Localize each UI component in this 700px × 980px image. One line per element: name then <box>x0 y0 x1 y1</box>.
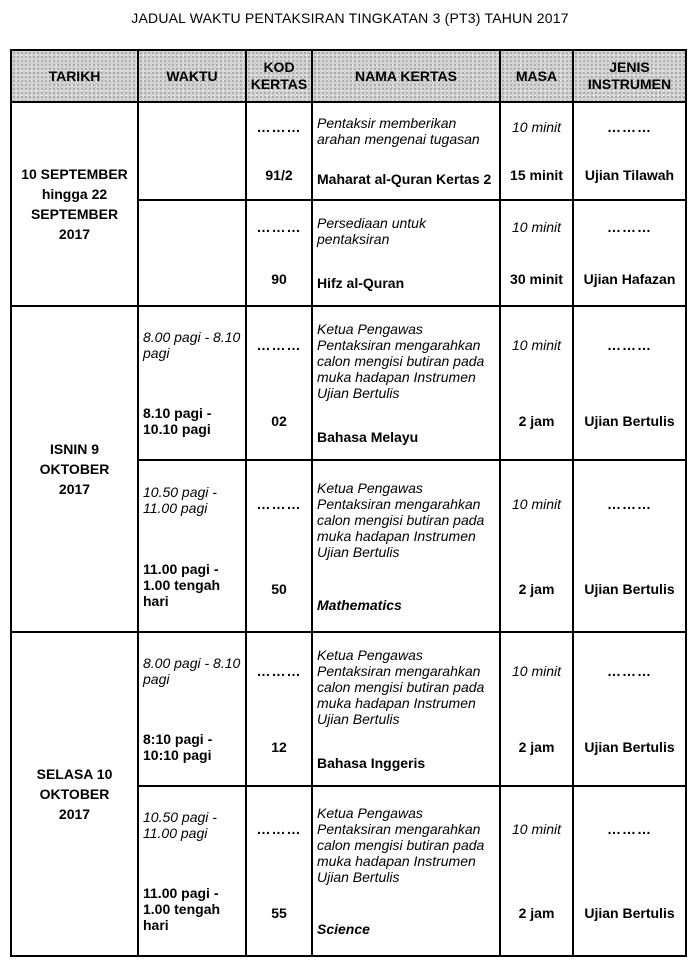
jenis-briefing: ……… <box>607 663 652 679</box>
waktu-cell <box>138 460 246 632</box>
table-row <box>11 102 686 200</box>
masa-paper: 2 jam <box>518 580 555 597</box>
kod-cell <box>246 786 312 956</box>
jenis-briefing: ……… <box>607 495 652 512</box>
waktu-cell <box>138 632 246 786</box>
kod-briefing: ……… <box>256 495 302 512</box>
header-tarikh: TARIKH <box>11 50 138 102</box>
masa-paper: 15 minit <box>510 167 563 183</box>
jenis-cell <box>573 632 686 786</box>
nama-briefing: Ketua Pengawas Pentaksiran mengarahkan calon mengisi butiran pada muka hadapan Instrumen Ujian Bertulis <box>317 321 485 401</box>
date-cell: ISNIN 9 OKTOBER 2017 <box>11 306 138 632</box>
masa-briefing: 10 minit <box>511 337 562 353</box>
nama-briefing: Ketua Pengawas Pentaksiran mengarahkan calon mengisi butiran pada muka hadapan Instrumen Ujian Bertulis <box>317 479 485 560</box>
jenis-paper: Ujian Hafazan <box>583 271 676 287</box>
nama-briefing: Ketua Pengawas Pentaksiran mengarahkan calon mengisi butiran pada muka hadapan Instrumen Ujian Bertulis <box>317 805 485 885</box>
nama-briefing: Persediaan untuk pentaksiran <box>317 215 426 247</box>
nama-paper: Bahasa Inggeris <box>317 755 426 771</box>
masa-cell <box>500 200 573 306</box>
header-kod-kertas: KOD KERTAS <box>246 50 312 102</box>
nama-briefing: Ketua Pengawas Pentaksiran mengarahkan calon mengisi butiran pada muka hadapan Instrumen Ujian Bertulis <box>317 647 485 727</box>
jenis-briefing: ……… <box>607 337 652 353</box>
nama-cell <box>312 632 500 786</box>
kod-briefing: ……… <box>256 337 302 353</box>
masa-briefing: 10 minit <box>511 119 562 135</box>
masa-cell <box>500 306 573 460</box>
jenis-cell <box>573 306 686 460</box>
schedule-table <box>10 49 687 957</box>
kod-paper: 90 <box>271 271 287 287</box>
jenis-cell <box>573 460 686 632</box>
waktu-cell <box>138 102 246 200</box>
waktu-cell <box>138 786 246 956</box>
nama-cell <box>312 200 500 306</box>
kod-paper: 50 <box>271 580 287 597</box>
nama-paper: Hifz al-Quran <box>317 275 405 291</box>
kod-cell <box>246 102 312 200</box>
jenis-briefing: ……… <box>607 219 652 235</box>
masa-cell <box>500 786 573 956</box>
kod-cell <box>246 306 312 460</box>
waktu-paper: 8.10 pagi - 10.10 pagi <box>143 405 212 437</box>
masa-briefing: 10 minit <box>511 219 562 235</box>
kod-briefing: ……… <box>256 219 302 235</box>
nama-cell <box>312 306 500 460</box>
header-waktu: WAKTU <box>138 50 246 102</box>
header-nama-kertas: NAMA KERTAS <box>312 50 500 102</box>
masa-paper: 2 jam <box>518 413 555 429</box>
header-jenis-instrumen: JENIS INSTRUMEN <box>573 50 686 102</box>
jenis-cell <box>573 786 686 956</box>
kod-briefing: ……… <box>256 663 302 679</box>
masa-briefing: 10 minit <box>511 495 562 512</box>
nama-paper: Science <box>317 921 370 937</box>
nama-cell <box>312 786 500 956</box>
waktu-paper: 8:10 pagi - 10:10 pagi <box>143 731 213 763</box>
jenis-paper: Ujian Tilawah <box>584 167 675 183</box>
kod-cell <box>246 200 312 306</box>
nama-paper: Maharat al-Quran Kertas 2 <box>317 171 492 187</box>
jenis-cell <box>573 200 686 306</box>
jenis-paper: Ujian Bertulis <box>584 905 675 921</box>
masa-briefing: 10 minit <box>511 663 562 679</box>
nama-paper: Bahasa Melayu <box>317 429 419 445</box>
jenis-briefing: ……… <box>607 119 652 135</box>
waktu-cell <box>138 200 246 306</box>
nama-cell <box>312 102 500 200</box>
page-title: JADUAL WAKTU PENTAKSIRAN TINGKATAN 3 (PT3) TAHUN 2017 <box>131 10 569 26</box>
masa-cell <box>500 460 573 632</box>
masa-paper: 2 jam <box>518 739 555 755</box>
nama-paper: Mathematics <box>317 596 402 613</box>
jenis-briefing: ……… <box>607 821 652 837</box>
kod-cell <box>246 632 312 786</box>
waktu-paper: 11.00 pagi - 1.00 tengah hari <box>143 885 221 933</box>
jenis-paper: Ujian Bertulis <box>584 413 675 429</box>
masa-cell <box>500 632 573 786</box>
kod-paper: 91/2 <box>265 167 293 183</box>
kod-briefing: ……… <box>256 821 302 837</box>
table-row <box>11 306 686 460</box>
date-cell: SELASA 10 OKTOBER 2017 <box>11 632 138 956</box>
masa-paper: 30 minit <box>510 271 563 287</box>
waktu-briefing: 8.00 pagi - 8.10 pagi <box>143 329 241 361</box>
kod-paper: 02 <box>271 413 287 429</box>
kod-paper: 12 <box>271 739 287 755</box>
waktu-briefing: 10.50 pagi - 11.00 pagi <box>143 483 217 516</box>
jenis-paper: Ujian Bertulis <box>584 739 675 755</box>
masa-briefing: 10 minit <box>511 821 562 837</box>
waktu-briefing: 10.50 pagi - 11.00 pagi <box>143 809 217 841</box>
jenis-paper: Ujian Bertulis <box>584 580 675 597</box>
date-cell: 10 SEPTEMBER hingga 22 SEPTEMBER 2017 <box>11 102 138 306</box>
masa-cell <box>500 102 573 200</box>
table-row <box>11 632 686 786</box>
nama-briefing: Pentaksir memberikan arahan mengenai tugasan <box>317 115 480 147</box>
kod-paper: 55 <box>271 905 287 921</box>
nama-cell <box>312 460 500 632</box>
waktu-briefing: 8.00 pagi - 8.10 pagi <box>143 655 241 687</box>
waktu-cell <box>138 306 246 460</box>
header-masa: MASA <box>500 50 573 102</box>
waktu-paper: 11.00 pagi - 1.00 tengah hari <box>143 560 221 609</box>
header-row <box>11 50 686 102</box>
jenis-cell <box>573 102 686 200</box>
kod-briefing: ……… <box>256 119 302 135</box>
kod-cell <box>246 460 312 632</box>
masa-paper: 2 jam <box>518 905 555 921</box>
